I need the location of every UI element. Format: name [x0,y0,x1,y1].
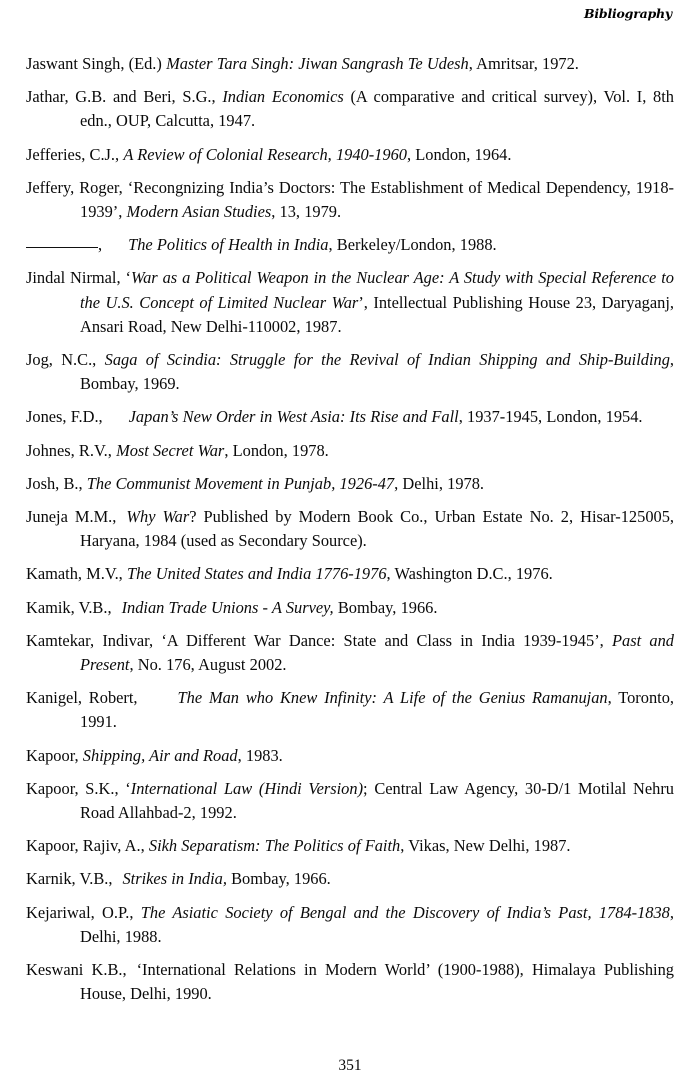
entry-author: Johnes, R.V., [26,440,117,460]
entry-author: Josh, B., [26,473,87,493]
bibliography-entry [26,233,674,257]
entry-title: Shipping, Air and Road [82,745,238,765]
bibliography-entry [26,901,674,949]
entry-title: International Law (Hindi Version) [130,778,364,798]
entry-tail: ? Published by Modern Book Co., Urban Estate No. 2, Hisar-125005, Haryana, 1984 (used as Secondary Source). [80,507,675,551]
entry-tail: , Delhi, 1978. [394,473,485,493]
entry-title: The Politics of Health in India [128,235,329,255]
entry-tail: , Delhi, 1988. [80,902,674,946]
entry-author: Keswani K.B., [26,960,127,980]
bibliography-entry [26,85,674,133]
entry-title: Japan’s New Order in West Asia: Its Rise and Fall [128,407,459,427]
entry-author: Kamik, V.B., [26,597,112,617]
entry-tail: , Bombay, 1969. [80,350,674,394]
running-head: Bibliography [583,6,672,21]
bibliography-entry [26,176,674,224]
bibliography-entry [26,405,674,429]
entry-author: Kapoor, S.K., ‘ [26,778,131,798]
entry-title: Saga of Scindia: Struggle for the Revival of Indian Shipping and Ship-Building [104,350,670,370]
entry-author: Kamtekar, Indivar, ‘A Different War Dance: State and Class in India 1939-1945’, [26,630,613,650]
bibliography-entry [26,439,674,463]
bibliography-entry [26,596,674,620]
entry-title: The Man who Knew Infinity: A Life of the Genius Ramanujan [177,688,608,708]
entry-tail: Bombay, 1966. [333,597,438,617]
entry-tail: , London, 1978. [224,440,329,460]
entry-author: Kanigel, Robert, [26,688,138,708]
entry-tail: , London, 1964. [406,144,512,164]
bibliography-entry-list [26,52,674,1007]
bibliography-entry [26,777,674,825]
entry-author: , [98,235,103,255]
entry-author: Jindal Nirmal, ‘ [26,268,131,288]
entry-author: Karnik, V.B., [26,869,113,889]
bibliography-entry [26,834,674,858]
entry-author: Jog, N.C., [26,350,105,370]
entry-title: A Review of Colonial Research, 1940-1960 [123,144,407,164]
entry-tail: (A comparative and critical survey), Vol. I, 8th edn., OUP, Calcutta, 1947. [80,87,674,131]
bibliography-entry [26,505,674,553]
entry-author: Kapoor, Rajiv, A., [26,836,149,856]
bibliography-entry [26,958,674,1006]
entry-author: Jaswant Singh, (Ed.) [26,54,162,73]
entry-title: Sikh Separatism: The Politics of Faith [148,836,401,856]
bibliography-entry [26,143,674,167]
entry-tail: , 1983. [237,745,283,765]
entry-tail: , Vikas, New Delhi, 1987. [400,836,571,856]
entry-title: Why War [126,507,190,527]
entry-title: Most Secret War [116,440,225,460]
entry-title: War as a Political Weapon in the Nuclear Age: A Study with Special Reference to the U.S. Concept of Limited Nuclear War [80,268,674,312]
entry-author: Kapoor, [26,745,83,765]
bibliography-entry [26,686,674,734]
bibliography-entry [26,348,674,396]
bibliography-entry [26,629,674,677]
bibliography-entry [26,266,674,339]
bibliography-entry [26,867,674,891]
entry-tail: , 1937-1945, London, 1954. [458,407,643,427]
entry-title: The Communist Movement in Punjab, 1926-47 [86,473,395,493]
bibliography-entry [26,472,674,496]
entry-title: Master Tara Singh: Jiwan Sangrash Te Udesh [166,54,469,73]
entry-title: Strikes in India, [122,869,227,889]
bibliography-entry [26,562,674,586]
entry-tail: , Berkeley/London, 1988. [328,235,497,255]
entry-author: Juneja M.M., [26,507,117,527]
entry-tail: , Washington D.C., 1976. [386,564,553,584]
entry-title: Indian Trade Unions - A Survey, [121,597,334,617]
entry-tail: ‘International Relations in Modern World’ (1900-1988), Himalaya Publishing House, Delhi, 1990. [80,960,674,1004]
entry-author: Jeffery, Roger, ‘Recongnizing India’s Doctors: The Establishment of Medical Dependency, 1918-1939’, [26,177,674,222]
entry-title: Past and Present [80,630,674,675]
entry-title: Modern Asian Studies [126,202,272,222]
bibliography-entry [26,52,674,76]
entry-author: Jathar, G.B. and Beri, S.G., [26,87,223,107]
repeated-author-rule [26,247,98,248]
page-number: 351 [338,1057,362,1074]
entry-author: Jefferies, C.J., [26,144,124,164]
entry-author: Kamath, M.V., [26,564,127,584]
entry-tail: , 13, 1979. [271,202,342,222]
entry-title: The Asiatic Society of Bengal and the Discovery of India’s Past, 1784-1838 [140,902,670,922]
entry-tail: ’, Intellectual Publishing House 23, Daryaganj, Ansari Road, New Delhi-110002, 1987. [80,292,675,336]
entry-tail: , Amritsar, 1972. [468,54,579,73]
entry-title: The United States and India 1776-1976 [126,564,387,584]
bibliography-entry [26,744,674,768]
entry-tail: , No. 176, August 2002. [129,655,287,675]
entry-tail: ; Central Law Agency, 30-D/1 Motilal Nehru Road Allahbad-2, 1992. [80,778,674,823]
entry-tail: Bombay, 1966. [226,869,331,889]
entry-tail: , Toronto, 1991. [80,688,674,732]
entry-author: Kejariwal, O.P., [26,902,141,922]
entry-title: Indian Economics [222,87,344,107]
entry-author: Jones, F.D., [26,407,103,427]
